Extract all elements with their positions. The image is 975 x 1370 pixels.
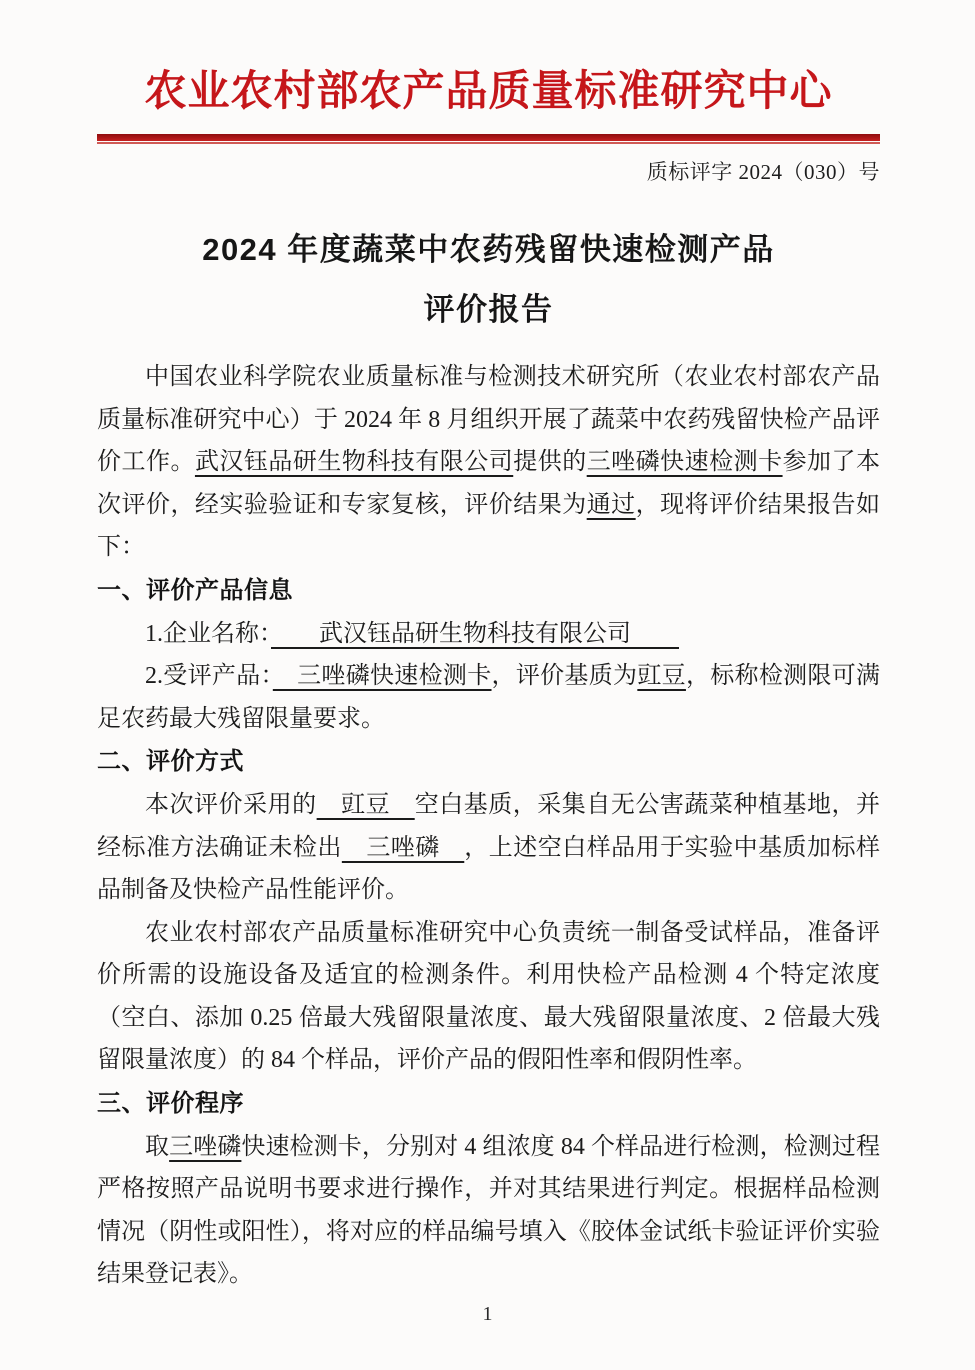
underlined-text: 三唑磷快速检测卡 bbox=[586, 449, 783, 475]
section2-paragraph-2 bbox=[97, 912, 880, 1082]
text-segment: 取 bbox=[145, 1133, 170, 1160]
section3-heading: 三、评价程序 bbox=[97, 1089, 244, 1117]
section3-paragraph-1 bbox=[97, 1126, 880, 1296]
document-title-line1: 2024 年度蔬菜中农药残留快速检测产品 bbox=[202, 232, 775, 267]
header-rule-thick-line bbox=[97, 134, 880, 141]
text-segment: 快速检测卡，分别对 4 组浓度 84 个样品进行检测，检测过程严格按照产品说明书要求进行操作，并对其结果进行判定。根据样品检测情况（阴性或阳性），将对应的样品编号填入《胶体金试纸卡验证评价实验结果登记表》。 bbox=[97, 1133, 881, 1287]
text-segment: ，评价基质为 bbox=[491, 663, 638, 689]
org-title: 农业农村部农产品质量标准研究中心 bbox=[144, 69, 833, 115]
underlined-text: 武汉钰品研生物科技有限公司 bbox=[271, 620, 679, 647]
header-rule bbox=[97, 134, 880, 144]
text-segment: 提供的 bbox=[513, 449, 587, 475]
doc-number: 质标评字 2024（030）号 bbox=[646, 160, 880, 184]
text-segment: 参加了本次评价，经实验验证和专家复核，评价结果为 bbox=[97, 449, 881, 518]
text-segment: 2.受评产品： bbox=[145, 663, 273, 689]
intro-paragraph bbox=[97, 356, 880, 569]
underlined-text: 武汉钰品研生物科技有限公司 bbox=[194, 449, 514, 475]
underlined-text: 三唑磷 bbox=[169, 1133, 242, 1160]
underlined-text: 三唑磷 bbox=[341, 834, 465, 861]
text-segment: 中国农业科学院农业质量标准与检测技术研究所（农业农村部农产品质量标准研究中心）于 2024 年 8 月组织开展了蔬菜中农药残留快检产品评价工作。 bbox=[97, 364, 880, 475]
underlined-text: 豇豆 bbox=[637, 663, 686, 689]
underlined-text: 通过 bbox=[586, 491, 636, 518]
page-number: 1 bbox=[482, 1303, 493, 1325]
section1-item-company-name bbox=[97, 613, 880, 656]
header-rule-thin-line bbox=[97, 142, 880, 144]
document-title bbox=[97, 220, 880, 340]
document-body bbox=[97, 356, 880, 1296]
section1-heading: 一、评价产品信息 bbox=[97, 576, 293, 604]
text-segment: ，现将评价结果报告如下： bbox=[97, 491, 881, 560]
section1-item-evaluated-product bbox=[97, 655, 880, 740]
text-segment: 农业农村部农产品质量标准研究中心负责统一制备受试样品，准备评价所需的设施设备及适宜的检测条件。利用快检产品检测 4 个特定浓度（空白、添加 0.25 倍最大残留限量浓度、最大残留限量浓度、2 倍最大残留限量浓度）的 84 个样品，评价产品的假阳性率和假阴性率。 bbox=[97, 919, 880, 1073]
text-segment: 空白基质，采集自无公害蔬菜种植基地，并经标准方法确证未检出 bbox=[97, 792, 881, 861]
underlined-text: 豇豆 bbox=[316, 792, 415, 818]
text-segment: ，标称检测限可满足农药最大残留限量要求。 bbox=[97, 663, 881, 732]
text-segment: 1.企业名称： bbox=[145, 620, 271, 647]
text-segment: ，上述空白样品用于实验中基质加标样品制备及快检产品性能评价。 bbox=[97, 834, 881, 903]
section2-heading: 二、评价方式 bbox=[97, 748, 244, 775]
section2-paragraph-1 bbox=[97, 784, 880, 912]
text-segment: 本次评价采用的 bbox=[145, 792, 317, 818]
underlined-text: 三唑磷快速检测卡 bbox=[272, 663, 492, 689]
document-title-line2: 评价报告 bbox=[423, 292, 554, 327]
